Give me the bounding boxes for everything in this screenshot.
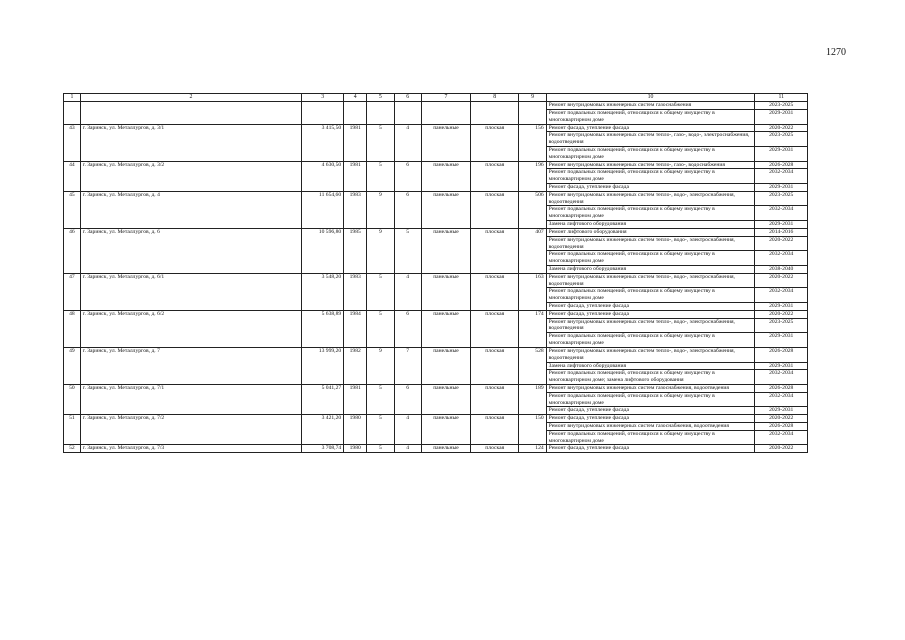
walls-cell: панельные — [421, 384, 470, 414]
table-row — [64, 384, 808, 392]
work-description: Ремонт подвальных помещений, относящихся к общему имуществу в многоквартирном доме — [546, 109, 755, 124]
work-description: Ремонт лифтового оборудования — [546, 228, 755, 236]
address-cell: г. Заринск, ул. Металлургов, д. 6/2 — [80, 310, 301, 347]
work-description: Ремонт подвальных помещений, относящихся к общему имуществу в многоквартирном доме — [546, 146, 755, 161]
roof-cell: плоская — [471, 124, 519, 161]
work-description: Ремонт фасада, утепление фасада — [546, 445, 755, 453]
work-period: 2020-2022 — [755, 415, 808, 423]
apartments-cell: 163 — [519, 273, 546, 310]
entrances-cell: 4 — [394, 445, 421, 453]
number-cell: 49 — [64, 347, 81, 384]
work-period: 2032-2034 — [755, 430, 808, 445]
column-header-2: 2 — [80, 94, 301, 102]
number-cell: 50 — [64, 384, 81, 414]
work-period: 2029-2031 — [755, 303, 808, 311]
address-cell: г. Заринск, ул. Металлургов, д. 7/2 — [80, 415, 301, 445]
entrances-cell: 6 — [394, 161, 421, 191]
work-description: Ремонт фасада, утепление фасада — [546, 415, 755, 423]
table-body — [64, 94, 808, 453]
floors-cell: 5 — [367, 384, 394, 414]
entrances-cell: 4 — [394, 273, 421, 310]
table-row — [64, 228, 808, 236]
column-header-6: 6 — [394, 94, 421, 102]
work-description: Ремонт внутридомовых инженерных систем тепло-, водо-, электроснабжения, водоотведения — [546, 236, 755, 251]
apartments-cell: 156 — [519, 124, 546, 161]
year-cell: 1983 — [344, 273, 367, 310]
work-period: 2020-2022 — [755, 445, 808, 453]
address-cell: г. Заринск, ул. Металлургов, д. 7/3 — [80, 445, 301, 453]
table-row — [64, 273, 808, 288]
column-header-4: 4 — [344, 94, 367, 102]
floors-cell: 5 — [367, 415, 394, 445]
apartments-cell: 506 — [519, 191, 546, 228]
continuation-entrances-cell — [394, 102, 421, 124]
apartments-cell: 528 — [519, 347, 546, 384]
work-description: Ремонт подвальных помещений, относящихся к общему имуществу в многоквартирном доме — [546, 333, 755, 348]
area-cell: 5 638,89 — [302, 310, 344, 347]
entrances-cell: 7 — [394, 347, 421, 384]
work-description: Ремонт внутридомовых инженерных систем тепло-, газо-, водо-, электроснабжения, водоотведения — [546, 132, 755, 147]
work-period: 2026-2028 — [755, 384, 808, 392]
continuation-address-cell — [80, 102, 301, 124]
work-period: 2020-2022 — [755, 124, 808, 132]
roof-cell: плоская — [471, 273, 519, 310]
number-cell: 46 — [64, 228, 81, 273]
address-cell: г. Заринск, ул. Металлургов, д. 6/1 — [80, 273, 301, 310]
number-cell: 51 — [64, 415, 81, 445]
roof-cell: плоская — [471, 445, 519, 453]
work-description: Ремонт подвальных помещений, относящихся к общему имуществу в многоквартирном доме — [546, 430, 755, 445]
roof-cell: плоская — [471, 384, 519, 414]
work-description: Замена лифтового оборудования — [546, 265, 755, 273]
number-cell: 43 — [64, 124, 81, 161]
continuation-area-cell — [302, 102, 344, 124]
work-period: 2023-2025 — [755, 102, 808, 110]
work-description: Ремонт подвальных помещений, относящихся к общему имуществу в многоквартирном доме — [546, 206, 755, 221]
walls-cell: панельные — [421, 191, 470, 228]
work-description: Замена лифтового оборудования — [546, 362, 755, 370]
continuation-floors-cell — [367, 102, 394, 124]
work-period: 2029-2031 — [755, 221, 808, 229]
work-description: Ремонт внутридомовых инженерных систем газоснабжения, водоотведения — [546, 384, 755, 392]
roof-cell: плоская — [471, 161, 519, 191]
column-header-1: 1 — [64, 94, 81, 102]
column-header-5: 5 — [367, 94, 394, 102]
continuation-apartments-cell — [519, 102, 546, 124]
work-description: Замена лифтового оборудования — [546, 221, 755, 229]
table-row — [64, 124, 808, 132]
floors-cell: 5 — [367, 273, 394, 310]
year-cell: 1983 — [344, 191, 367, 228]
work-description: Ремонт внутридомовых инженерных систем газоснабжения — [546, 102, 755, 110]
roof-cell: плоская — [471, 415, 519, 445]
work-description: Ремонт фасада, утепление фасада — [546, 303, 755, 311]
work-period: 2014-2016 — [755, 228, 808, 236]
walls-cell: панельные — [421, 124, 470, 161]
work-period: 2020-2022 — [755, 273, 808, 288]
address-cell: г. Заринск, ул. Металлургов, д. 6 — [80, 228, 301, 273]
column-header-9: 9 — [519, 94, 546, 102]
work-period: 2032-2034 — [755, 288, 808, 303]
work-period: 2026-2028 — [755, 347, 808, 362]
floors-cell: 9 — [367, 228, 394, 273]
table-row — [64, 102, 808, 110]
work-description: Ремонт внутридомовых инженерных систем тепло-, водо-, электроснабжения, водоотведения — [546, 191, 755, 206]
roof-cell: плоская — [471, 310, 519, 347]
walls-cell: панельные — [421, 161, 470, 191]
area-cell: 3 548,20 — [302, 273, 344, 310]
entrances-cell: 6 — [394, 310, 421, 347]
work-period: 2029-2031 — [755, 109, 808, 124]
table-row — [64, 161, 808, 169]
work-description: Ремонт внутридомовых инженерных систем тепло-, водо-, электроснабжения, водоотведения — [546, 347, 755, 362]
area-cell: 4 630,50 — [302, 161, 344, 191]
area-cell: 3 421,20 — [302, 415, 344, 445]
walls-cell: панельные — [421, 310, 470, 347]
table-row — [64, 347, 808, 362]
area-cell: 13 999,20 — [302, 347, 344, 384]
address-cell: г. Заринск, ул. Металлургов, д. 3/1 — [80, 124, 301, 161]
year-cell: 1981 — [344, 161, 367, 191]
work-period: 2023-2025 — [755, 132, 808, 147]
work-period: 2032-2034 — [755, 251, 808, 266]
capital-repair-table — [63, 93, 808, 453]
work-description: Ремонт фасада, утепление фасада — [546, 184, 755, 192]
area-cell: 3 708,74 — [302, 445, 344, 453]
continuation-roof-cell — [471, 102, 519, 124]
floors-cell: 5 — [367, 161, 394, 191]
column-header-10: 10 — [546, 94, 755, 102]
year-cell: 1980 — [344, 445, 367, 453]
address-cell: г. Заринск, ул. Металлургов, д. 7/1 — [80, 384, 301, 414]
column-header-11: 11 — [755, 94, 808, 102]
apartments-cell: 196 — [519, 161, 546, 191]
area-cell: 3 415,50 — [302, 124, 344, 161]
walls-cell: панельные — [421, 445, 470, 453]
work-period: 2020-2022 — [755, 310, 808, 318]
number-cell: 48 — [64, 310, 81, 347]
work-period: 2032-2034 — [755, 370, 808, 385]
work-description: Ремонт фасада, утепление фасада — [546, 124, 755, 132]
work-period: 2020-2022 — [755, 236, 808, 251]
work-period: 2026-2028 — [755, 423, 808, 431]
floors-cell: 5 — [367, 445, 394, 453]
entrances-cell: 5 — [394, 228, 421, 273]
work-period: 2023-2025 — [755, 191, 808, 206]
header-row — [64, 94, 808, 102]
work-description: Ремонт внутридомовых инженерных систем газоснабжения, водоотведения — [546, 423, 755, 431]
walls-cell: панельные — [421, 347, 470, 384]
work-period: 2029-2031 — [755, 184, 808, 192]
area-cell: 10 596,80 — [302, 228, 344, 273]
number-cell: 44 — [64, 161, 81, 191]
table-row — [64, 415, 808, 423]
page-number: 1270 — [826, 47, 846, 58]
column-header-7: 7 — [421, 94, 470, 102]
work-period: 2038-2040 — [755, 265, 808, 273]
walls-cell: панельные — [421, 415, 470, 445]
year-cell: 1980 — [344, 415, 367, 445]
number-cell: 47 — [64, 273, 81, 310]
roof-cell: плоская — [471, 228, 519, 273]
continuation-walls-cell — [421, 102, 470, 124]
work-period: 2029-2031 — [755, 407, 808, 415]
year-cell: 1981 — [344, 384, 367, 414]
table-row — [64, 445, 808, 453]
address-cell: г. Заринск, ул. Металлургов, д. 4 — [80, 191, 301, 228]
apartments-cell: 407 — [519, 228, 546, 273]
number-cell: 52 — [64, 445, 81, 453]
apartments-cell: 189 — [519, 384, 546, 414]
work-period: 2023-2025 — [755, 318, 808, 333]
year-cell: 1984 — [344, 310, 367, 347]
entrances-cell: 6 — [394, 384, 421, 414]
work-period: 2029-2031 — [755, 362, 808, 370]
walls-cell: панельные — [421, 273, 470, 310]
work-description: Ремонт фасада, утепление фасада — [546, 310, 755, 318]
apartments-cell: 124 — [519, 445, 546, 453]
area-cell: 5 041,27 — [302, 384, 344, 414]
continuation-year-cell — [344, 102, 367, 124]
apartments-cell: 150 — [519, 415, 546, 445]
work-description: Ремонт внутридомовых инженерных систем тепло-, водо-, электроснабжения, водоотведения — [546, 273, 755, 288]
work-period: 2026-2028 — [755, 161, 808, 169]
roof-cell: плоская — [471, 347, 519, 384]
entrances-cell: 4 — [394, 415, 421, 445]
floors-cell: 9 — [367, 347, 394, 384]
work-description: Ремонт подвальных помещений, относящихся к общему имуществу в многоквартирном доме — [546, 251, 755, 266]
floors-cell: 9 — [367, 191, 394, 228]
floors-cell: 5 — [367, 124, 394, 161]
work-description: Ремонт подвальных помещений, относящихся к общему имуществу в многоквартирном доме; замена лифтового оборудования — [546, 370, 755, 385]
table-row — [64, 191, 808, 206]
year-cell: 1985 — [344, 228, 367, 273]
entrances-cell: 4 — [394, 124, 421, 161]
work-description: Ремонт внутридомовых инженерных систем тепло-, газо-, водоснабжения — [546, 161, 755, 169]
work-period: 2029-2031 — [755, 146, 808, 161]
year-cell: 1981 — [344, 124, 367, 161]
column-header-3: 3 — [302, 94, 344, 102]
apartments-cell: 174 — [519, 310, 546, 347]
work-description: Ремонт подвальных помещений, относящихся к общему имуществу в многоквартирном доме — [546, 288, 755, 303]
walls-cell: панельные — [421, 228, 470, 273]
work-description: Ремонт подвальных помещений, относящихся к общему имуществу в многоквартирном доме — [546, 392, 755, 407]
entrances-cell: 6 — [394, 191, 421, 228]
work-description: Ремонт внутридомовых инженерных систем тепло-, водо-, электроснабжения, водоотведения — [546, 318, 755, 333]
work-description: Ремонт подвальных помещений, относящихся к общему имуществу в многоквартирном доме — [546, 169, 755, 184]
work-period: 2032-2034 — [755, 392, 808, 407]
work-description: Ремонт фасада, утепление фасада — [546, 407, 755, 415]
continuation-no-cell — [64, 102, 81, 124]
work-period: 2032-2034 — [755, 169, 808, 184]
number-cell: 45 — [64, 191, 81, 228]
roof-cell: плоская — [471, 191, 519, 228]
work-period: 2029-2031 — [755, 333, 808, 348]
area-cell: 11 654,60 — [302, 191, 344, 228]
address-cell: г. Заринск, ул. Металлургов, д. 7 — [80, 347, 301, 384]
year-cell: 1982 — [344, 347, 367, 384]
floors-cell: 5 — [367, 310, 394, 347]
work-period: 2032-2034 — [755, 206, 808, 221]
column-header-8: 8 — [471, 94, 519, 102]
table-row — [64, 310, 808, 318]
address-cell: г. Заринск, ул. Металлургов, д. 3/2 — [80, 161, 301, 191]
